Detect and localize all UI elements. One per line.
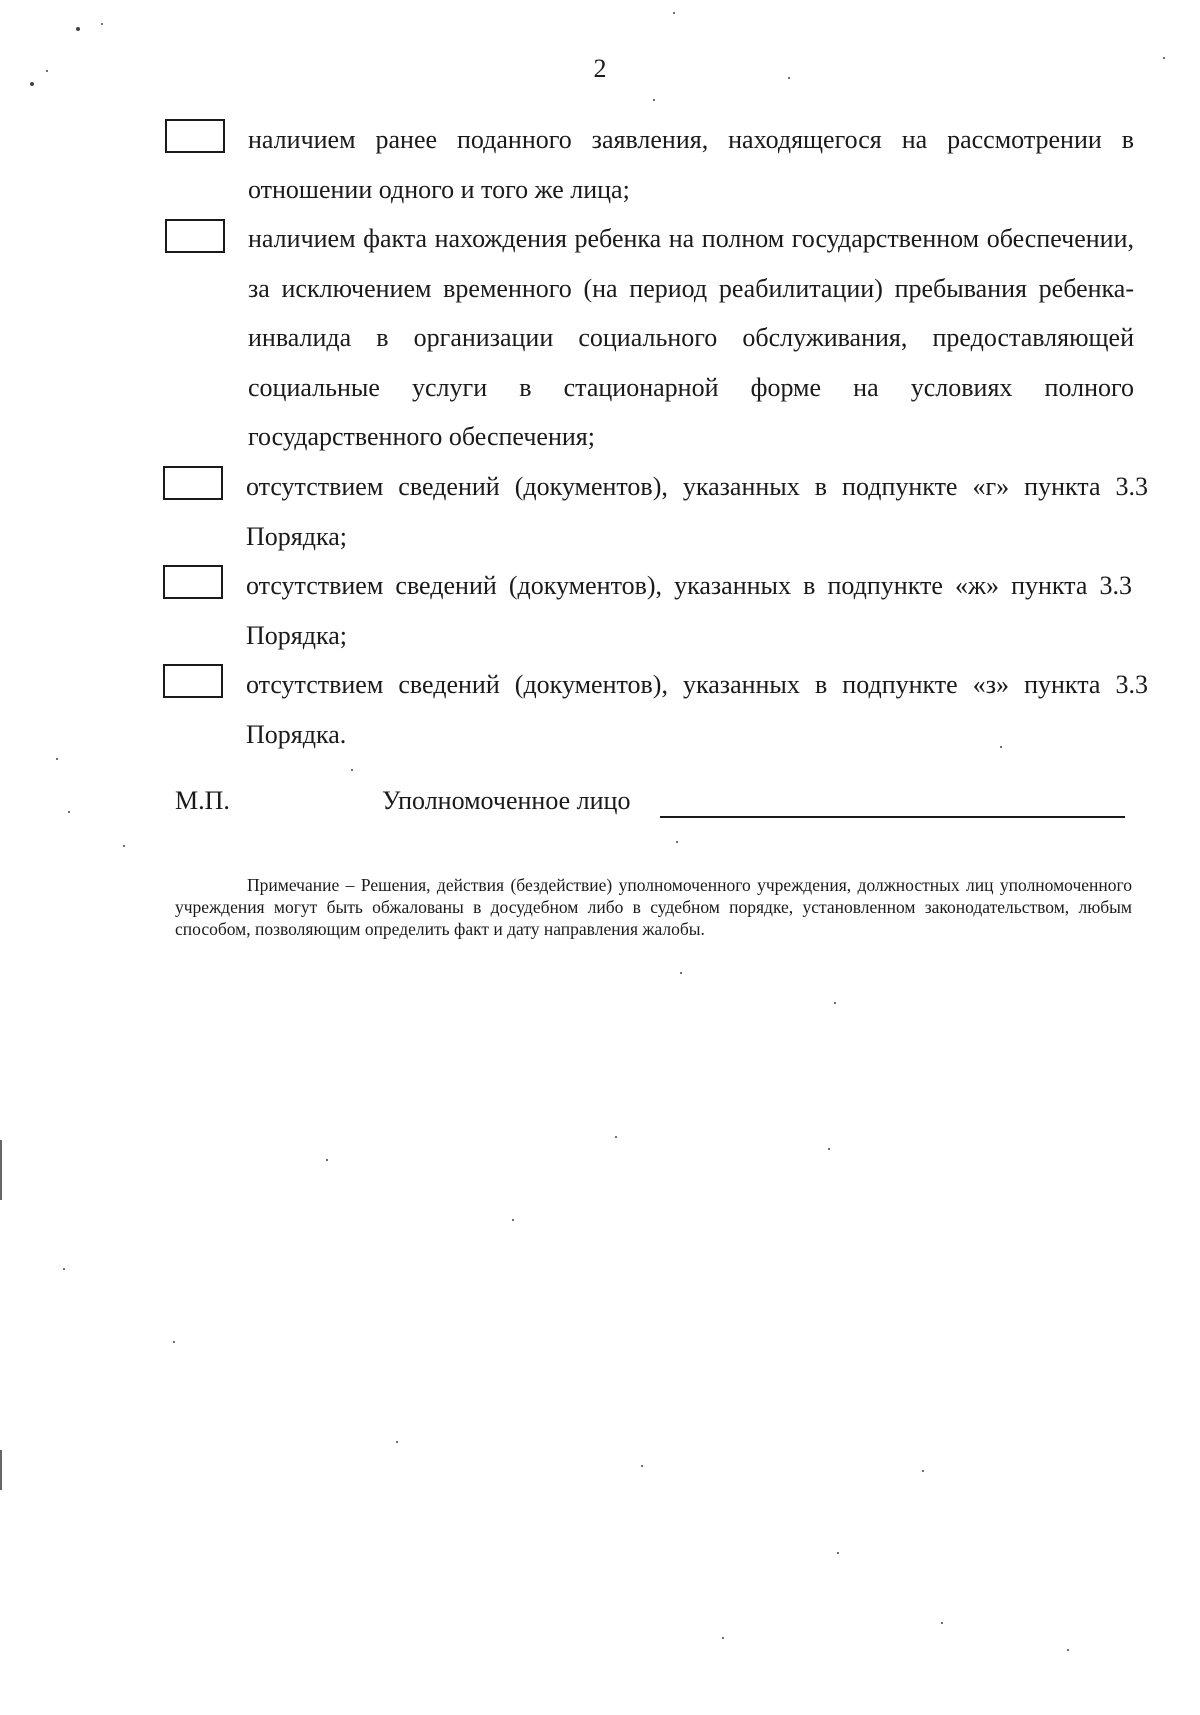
option-text-missing-docs-zh: отсутствием сведений (документов), указанных в подпункте «ж» пункта 3.3 Порядка; — [246, 571, 1132, 650]
scan-edge-mark — [0, 1140, 2, 1200]
page-number: 2 — [593, 54, 607, 83]
option-text-missing-docs-g: отсутствием сведений (документов), указанных в подпункте «г» пункта 3.3 Порядка; — [246, 472, 1148, 551]
option-text-missing-docs-z: отсутствием сведений (документов), указанных в подпункте «з» пункта 3.3 Порядка. — [246, 670, 1148, 749]
checkbox-previous-application[interactable] — [165, 119, 225, 153]
stamp-label: М.П. — [175, 786, 230, 815]
checkbox-missing-docs-z[interactable] — [163, 664, 223, 698]
signature-row — [0, 786, 1200, 826]
option-text-state-support: наличием факта нахождения ребенка на полном государственном обеспечении, за исключением временного (на период реабилитации) пребывания ребенка-инвалида в организации социального обслуживания, предоставляющей социальные услуги в стационарной форме на условиях полного государственного обеспечения; — [248, 224, 1134, 451]
option-text-previous-application: наличием ранее поданного заявления, находящегося на рассмотрении в отношении одного и того же лица; — [248, 125, 1134, 204]
scan-edge-mark — [0, 1450, 2, 1490]
footnote: Примечание – Решения, действия (бездействие) уполномоченного учреждения, должностных лиц уполномоченного учреждения могут быть обжалованы в досудебном либо в судебном порядке, установленном законодательством, любым способом, позволяющим определить факт и дату направления жалобы. — [175, 875, 1132, 939]
authorized-person-label: Уполномоченное лицо — [382, 786, 631, 815]
signature-line[interactable] — [660, 816, 1125, 818]
checkbox-missing-docs-zh[interactable] — [163, 565, 223, 599]
checkbox-state-support[interactable] — [165, 219, 225, 253]
checkbox-missing-docs-g[interactable] — [163, 466, 223, 500]
